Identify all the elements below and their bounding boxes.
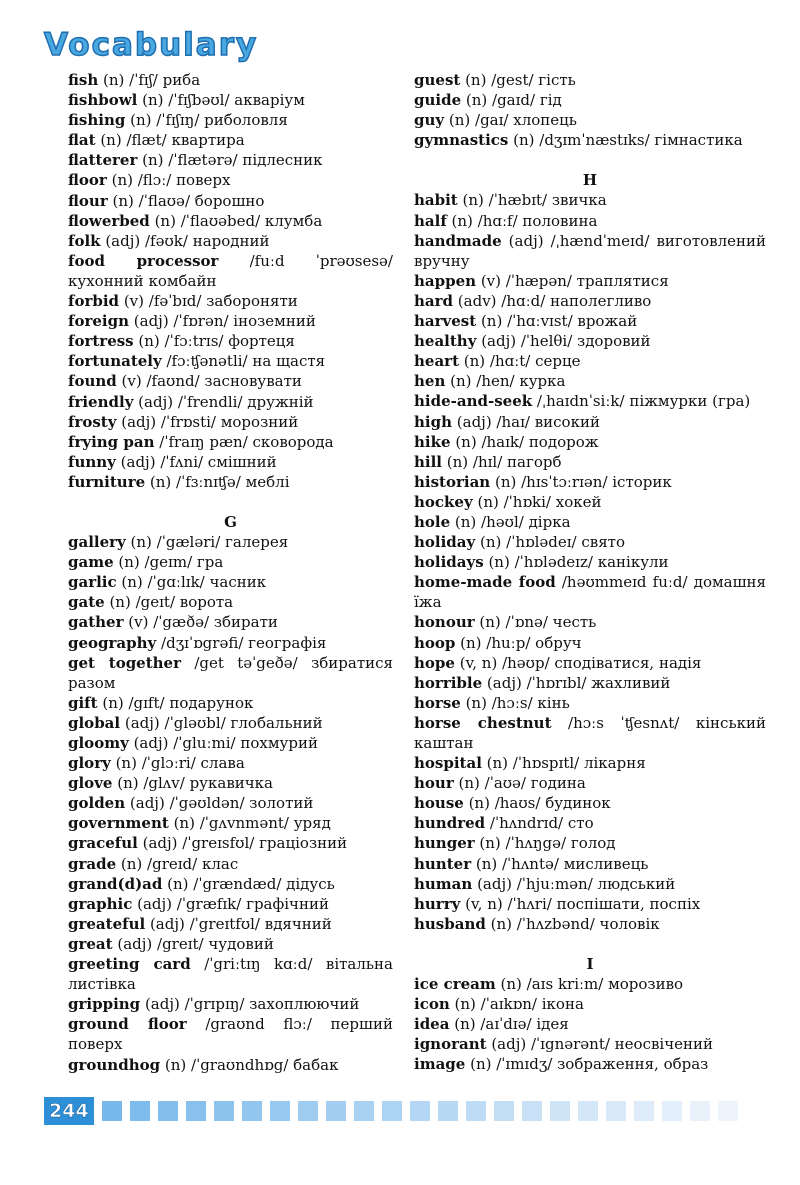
decorative-square <box>158 1101 178 1121</box>
entry-word: forbid <box>68 292 120 311</box>
entry-definition: (n) /ˈhʌŋgə/ голод <box>474 834 616 853</box>
vocabulary-entry <box>414 532 766 552</box>
entry-definition: (adj) /ˈgləʊbl/ глобальний <box>120 713 323 732</box>
decorative-square <box>298 1101 318 1121</box>
entry-definition: (n) /ˈfɜːnɪʧə/ меблі <box>145 472 290 491</box>
vocabulary-entry <box>68 592 393 612</box>
entry-word: grade <box>68 854 117 873</box>
entry-definition: (adv) /hɑːd/ наполегливо <box>453 291 652 310</box>
entry-word: hill <box>414 452 443 471</box>
vocabulary-entry <box>68 793 393 813</box>
entry-definition: /ˈfraɪŋ pæn/ сковорода <box>154 432 334 451</box>
entry-word: glory <box>68 754 111 773</box>
vocabulary-entry <box>68 392 393 412</box>
entry-definition: (n) /ˈflaʊəbed/ клумба <box>149 211 323 230</box>
vocabulary-entry <box>68 191 393 211</box>
vocabulary-entry <box>414 1034 766 1054</box>
entry-word: flour <box>68 191 108 210</box>
vocabulary-entry <box>68 432 393 452</box>
entry-word: game <box>68 553 114 572</box>
vocabulary-entry <box>414 1054 766 1074</box>
entry-definition: (adj) /ˌhændˈmeɪd/ виготовлений вручну <box>414 231 766 270</box>
entry-definition: /ˈhʌndrɪd/ сто <box>485 814 594 833</box>
entry-definition: (v) /fəˈbɪd/ забороняти <box>119 292 298 311</box>
vocabulary-column-right <box>414 70 766 1075</box>
vocabulary-entry <box>414 894 766 914</box>
entry-definition: (n) /ˈaʊə/ година <box>453 774 586 793</box>
decorative-square <box>522 1101 542 1121</box>
entry-definition: (n) /hen/ курка <box>445 372 566 391</box>
entry-word: hole <box>414 512 451 531</box>
entry-word: ignorant <box>414 1035 487 1054</box>
entry-definition: (n) /greɪd/ клас <box>116 854 239 873</box>
entry-word: foreign <box>68 312 129 331</box>
decorative-square <box>242 1101 262 1121</box>
decorative-square <box>494 1101 514 1121</box>
decorative-square <box>438 1101 458 1121</box>
entry-definition: (n) /ˈgɑːlɪk/ часник <box>116 573 267 592</box>
vocabulary-entry <box>414 914 766 934</box>
entry-definition: (adj) /ˈfʌni/ смішний <box>115 452 277 471</box>
entry-definition: /ˌhaɪdnˈsiːk/ піжмурки (гра) <box>532 392 751 411</box>
entry-word: garlic <box>68 573 117 592</box>
vocabulary-entry <box>414 231 766 271</box>
entry-word: ground floor <box>68 1015 187 1034</box>
entry-definition: (n) /glʌv/ рукавичка <box>112 774 273 793</box>
vocabulary-entry <box>414 311 766 331</box>
vocabulary-entry <box>68 90 393 110</box>
decorative-square <box>354 1101 374 1121</box>
decorative-square <box>326 1101 346 1121</box>
entry-word: guest <box>414 71 461 89</box>
entry-definition: (adj) /ˈgreɪsfʊl/ граціозний <box>137 834 348 853</box>
entry-word: food processor <box>68 251 219 270</box>
vocabulary-entry <box>68 833 393 853</box>
entry-word: healthy <box>414 332 477 351</box>
decorative-square <box>550 1101 570 1121</box>
entry-word: fortress <box>68 332 134 351</box>
entry-definition: (n) /ˈhʌntə/ мисливець <box>471 854 649 873</box>
entry-definition: (n) /gest/ гість <box>460 71 576 89</box>
entry-word: heart <box>414 352 459 371</box>
entry-definition: (adj) /haɪ/ високий <box>452 412 600 431</box>
entry-word: friendly <box>68 392 134 411</box>
entry-word: historian <box>414 472 491 491</box>
entry-word: graceful <box>68 834 138 853</box>
vocabulary-entry <box>414 833 766 853</box>
entry-word: honour <box>414 613 475 632</box>
entry-word: hunger <box>414 834 475 853</box>
vocabulary-entry <box>414 974 766 994</box>
vocabulary-entry <box>68 110 393 130</box>
entry-word: graphic <box>68 894 133 913</box>
entry-definition: /fɔːʧənətli/ на щастя <box>161 352 326 371</box>
entry-word: floor <box>68 171 107 190</box>
entry-word: home-made food <box>414 573 556 592</box>
page-number: 244 <box>44 1097 94 1125</box>
vocabulary-entry <box>68 894 393 914</box>
entry-definition: (n) /aɪˈdɪə/ ідея <box>449 1015 569 1034</box>
vocabulary-entry <box>68 532 393 552</box>
entry-definition: (n) /hɔːs/ кінь <box>460 693 570 712</box>
vocabulary-entry <box>414 412 766 432</box>
vocabulary-entry <box>414 130 766 150</box>
section-letter: G <box>224 512 237 531</box>
vocabulary-entry <box>68 653 393 693</box>
vocabulary-entry <box>414 813 766 833</box>
entry-word: found <box>68 372 117 391</box>
entry-word: government <box>68 814 169 833</box>
vocabulary-entry <box>68 934 393 954</box>
vocabulary-entry <box>68 331 393 351</box>
entry-word: gift <box>68 693 98 712</box>
entry-definition: (n) /ˈhɒlədeɪ/ свято <box>475 533 625 552</box>
entry-definition: (adj) /ˈɪgnərənt/ неосвічений <box>486 1035 714 1054</box>
entry-word: global <box>68 713 121 732</box>
entry-word: human <box>414 874 473 893</box>
vocabulary-entry <box>414 753 766 773</box>
entry-word: great <box>68 934 113 953</box>
entry-definition: /fuːd ˈprəʊsesə/ кухонний комбайн <box>68 251 393 290</box>
entry-word: hen <box>414 372 446 391</box>
entry-word: hockey <box>414 492 473 511</box>
entry-word: guy <box>414 111 445 130</box>
entry-definition: (n) /gaɪd/ гід <box>461 91 562 110</box>
entry-definition: (n) /ˈgæləri/ галерея <box>125 533 289 552</box>
vocabulary-entry <box>68 412 393 432</box>
vocabulary-entry <box>414 793 766 813</box>
vocabulary-entry <box>414 472 766 492</box>
entry-definition: (n) /ˈɪmɪdʒ/ зображення, образ <box>465 1055 709 1074</box>
entry-word: idea <box>414 1015 450 1034</box>
decorative-square <box>214 1101 234 1121</box>
decorative-square <box>186 1101 206 1121</box>
entry-word: fishing <box>68 111 126 130</box>
entry-definition: (n) /ˈfɪʃbəʊl/ акваріум <box>137 91 305 110</box>
entry-definition: (n) /ˈglɔːri/ слава <box>110 754 245 773</box>
entry-definition: (adj) /ˈhɒrɪbl/ жахливий <box>482 673 671 692</box>
entry-word: habit <box>414 191 458 210</box>
entry-definition: (n) /ˈaɪkɒn/ ікона <box>449 995 584 1014</box>
entry-definition: (n) /ˈhʌzbənd/ чоловік <box>485 914 660 933</box>
entry-definition: (adj) /greɪt/ чудовий <box>112 934 274 953</box>
entry-definition: (adj) /ˈgrɪpɪŋ/ захоплюючий <box>140 995 360 1014</box>
vocabulary-entry <box>414 492 766 512</box>
entry-definition: /dʒɪˈɒgrəfi/ географія <box>156 633 327 652</box>
decorative-square <box>578 1101 598 1121</box>
vocabulary-entry <box>68 954 393 994</box>
vocabulary-entry <box>414 271 766 291</box>
entry-word: greateful <box>68 914 146 933</box>
entry-definition: (n) /ˈflaʊə/ борошно <box>107 191 265 210</box>
vocabulary-entry <box>68 452 393 472</box>
vocabulary-entry <box>414 874 766 894</box>
entry-definition: (n) /ˈhɒspɪtl/ лікарня <box>481 754 646 773</box>
entry-word: gather <box>68 613 124 632</box>
decorative-square <box>690 1101 710 1121</box>
vocabulary-entry <box>68 874 393 894</box>
entry-word: gloomy <box>68 734 129 752</box>
vocabulary-entry <box>68 733 393 753</box>
entry-word: fishbowl <box>68 91 138 110</box>
entry-word: flat <box>68 131 96 150</box>
page-footer <box>44 1096 738 1126</box>
vocabulary-entry <box>414 371 766 391</box>
vocabulary-entry <box>68 552 393 572</box>
vocabulary-entry <box>414 432 766 452</box>
entry-word: hike <box>414 432 451 451</box>
entry-definition: (v, n) /həʊp/ сподіватися, надія <box>454 653 702 672</box>
entry-definition: (n) /flɔː/ поверх <box>106 171 231 190</box>
entry-definition: /graʊnd flɔː/ перший поверх <box>68 1015 393 1054</box>
vocabulary-entry <box>68 251 393 291</box>
vocabulary-entry <box>414 713 766 753</box>
entry-definition: (adj) /ˈgræfɪk/ графічний <box>132 894 329 913</box>
vocabulary-entry <box>68 854 393 874</box>
entry-word: gymnastics <box>414 131 509 150</box>
entry-word: fish <box>68 71 99 89</box>
entry-definition: (n) /ˈgʌvnmənt/ уряд <box>168 814 331 833</box>
entry-word: hard <box>414 291 454 310</box>
vocabulary-entry <box>68 813 393 833</box>
vocabulary-entry <box>414 391 766 411</box>
vocabulary-entry <box>414 773 766 793</box>
entry-definition: (n) /hɪl/ пагорб <box>442 452 562 471</box>
entry-definition: /get təˈgeðə/ збиратися разом <box>68 653 393 692</box>
entry-definition: (n) /haʊs/ будинок <box>463 794 611 813</box>
vocabulary-entry <box>414 994 766 1014</box>
entry-definition: (adj) /ˈhjuːmən/ людський <box>472 874 676 893</box>
entry-word: geography <box>68 633 157 652</box>
entry-word: hide-and-seek <box>414 392 533 411</box>
entry-word: hundred <box>414 814 486 833</box>
decorative-square <box>606 1101 626 1121</box>
entry-word: guide <box>414 91 462 110</box>
entry-definition: (n) /ˈfɪʃ/ риба <box>98 71 201 89</box>
vocabulary-entry <box>414 612 766 632</box>
entry-word: gripping <box>68 995 141 1014</box>
decorative-squares <box>102 1101 738 1121</box>
entry-definition: (adj) /ˈfrɒsti/ морозний <box>116 412 299 431</box>
decorative-square <box>634 1101 654 1121</box>
entry-definition: (n) /huːp/ обруч <box>455 633 582 652</box>
entry-word: folk <box>68 231 101 250</box>
entry-word: hospital <box>414 754 482 773</box>
vocabulary-entry <box>68 291 393 311</box>
vocabulary-entry <box>68 753 393 773</box>
vocabulary-entry <box>414 673 766 693</box>
vocabulary-column-left <box>68 70 393 1075</box>
entry-definition: (n) /ˈhɑːvɪst/ врожай <box>476 312 638 331</box>
entry-word: groundhog <box>68 1055 161 1074</box>
vocabulary-entry <box>414 693 766 713</box>
entry-word: high <box>414 412 452 431</box>
entry-word: get together <box>68 653 182 672</box>
entry-definition: (n) /hɑːt/ серце <box>459 352 581 371</box>
vocabulary-entry <box>414 190 766 210</box>
entry-definition: (n) /ˈflætərə/ підлесник <box>137 151 323 170</box>
entry-word: fortunately <box>68 352 162 371</box>
decorative-square <box>662 1101 682 1121</box>
vocabulary-entry <box>414 70 766 90</box>
vocabulary-entry <box>414 351 766 371</box>
entry-definition: (n) /flæt/ квартира <box>95 131 245 150</box>
entry-definition: (n) /ˈgraʊndhɒg/ бабак <box>160 1055 339 1074</box>
vocabulary-entry <box>68 572 393 592</box>
vocabulary-entry <box>68 371 393 391</box>
entry-definition: (v) /faʊnd/ засновувати <box>116 372 302 391</box>
entry-definition: (adj) /ˈhelθi/ здоровий <box>476 332 651 351</box>
entry-word: glove <box>68 774 113 793</box>
entry-definition: (n) /aɪs kriːm/ морозиво <box>495 975 684 994</box>
entry-word: greeting card <box>68 955 191 974</box>
entry-word: hunter <box>414 854 472 873</box>
entry-word: happen <box>414 271 477 290</box>
entry-definition: (adj) /ˈgreɪtfʊl/ вдячний <box>145 914 332 933</box>
entry-word: horse chestnut <box>414 713 552 732</box>
entry-word: husband <box>414 914 486 933</box>
vocabulary-entry <box>414 512 766 532</box>
entry-definition: (v) /ˈgæðə/ збирати <box>123 613 278 632</box>
vocabulary-entry <box>68 773 393 793</box>
entry-definition: (v) /ˈhæpən/ траплятися <box>476 271 669 290</box>
entry-word: gallery <box>68 533 126 552</box>
decorative-square <box>102 1101 122 1121</box>
vocabulary-entry <box>68 70 393 90</box>
vocabulary-entry <box>68 612 393 632</box>
vocabulary-entry <box>68 211 393 231</box>
entry-word: gate <box>68 593 105 612</box>
entry-definition: /ˈgriːtɪŋ kɑːd/ вітальна листівка <box>68 955 393 994</box>
entry-definition: (n) /hɑːf/ половина <box>446 211 598 230</box>
vocabulary-entry <box>68 170 393 190</box>
entry-word: hoop <box>414 633 456 652</box>
entry-word: flatterer <box>68 151 138 170</box>
entry-word: hour <box>414 774 454 793</box>
entry-definition: (adj) /ˈfɒrən/ іноземний <box>129 312 316 331</box>
vocabulary-entry <box>68 914 393 934</box>
vocabulary-entry <box>68 351 393 371</box>
entry-definition: (adj) /ˈgəʊldən/ золотий <box>125 794 314 813</box>
entry-definition: (n) /gaɪ/ хлопець <box>444 111 577 130</box>
vocabulary-entry <box>68 693 393 713</box>
entry-definition: (n) /ˈhɒlədeɪz/ канікули <box>483 553 669 572</box>
vocabulary-entry <box>414 90 766 110</box>
entry-word: funny <box>68 452 116 471</box>
entry-word: harvest <box>414 312 477 331</box>
entry-definition: (n) /dʒɪmˈnæstɪks/ гімнастика <box>508 131 743 150</box>
entry-definition: (n) /ˈfɔːtrɪs/ фортеця <box>133 332 295 351</box>
entry-word: hope <box>414 653 455 672</box>
vocabulary-entry <box>68 713 393 733</box>
page-title: Vocabulary <box>44 27 259 63</box>
vocabulary-entry <box>68 130 393 150</box>
entry-definition: (n) /ˈfɪʃɪŋ/ риболовля <box>125 111 288 130</box>
section-letter: H <box>582 171 598 190</box>
entry-definition: /hɔːs ˈʧesnʌt/ кінський каштан <box>414 713 766 752</box>
vocabulary-entry <box>68 1014 393 1054</box>
entry-word: house <box>414 794 464 813</box>
vocabulary-entry <box>68 994 393 1014</box>
entry-word: golden <box>68 794 126 813</box>
vocabulary-entry <box>414 552 766 572</box>
vocabulary-entry <box>414 110 766 130</box>
decorative-square <box>718 1101 738 1121</box>
decorative-square <box>410 1101 430 1121</box>
entry-definition: (n) /ˈɒnə/ честь <box>474 613 597 632</box>
entry-word: holiday <box>414 533 476 552</box>
vocabulary-entry <box>414 653 766 673</box>
entry-word: frosty <box>68 412 117 431</box>
vocabulary-entry <box>68 311 393 331</box>
entry-definition: /həʊmmeɪd fuːd/ домашня їжа <box>414 573 766 612</box>
entry-word: grand(d)ad <box>68 874 163 893</box>
entry-definition: (n) /ˈgrændæd/ дідусь <box>162 874 335 893</box>
entry-definition: (v, n) /ˈhʌri/ поспішати, поспіх <box>460 894 701 913</box>
entry-word: ice cream <box>414 975 496 994</box>
vocabulary-entry <box>414 1014 766 1034</box>
entry-definition: (n) /hɪsˈtɔːrɪən/ історик <box>490 472 672 491</box>
vocabulary-entry <box>414 452 766 472</box>
entry-definition: (n) /geɪm/ гра <box>113 553 224 572</box>
entry-word: hurry <box>414 894 461 913</box>
decorative-square <box>270 1101 290 1121</box>
vocabulary-entry <box>414 854 766 874</box>
vocabulary-entry <box>414 291 766 311</box>
vocabulary-entry <box>414 572 766 612</box>
entry-definition: (adj) /ˈfrendli/ дружній <box>133 392 314 411</box>
entry-definition: (n) /həʊl/ дірка <box>450 512 571 531</box>
entry-word: furniture <box>68 472 146 491</box>
vocabulary-entry <box>414 633 766 653</box>
entry-word: flowerbed <box>68 211 150 230</box>
vocabulary-entry <box>414 331 766 351</box>
entry-word: icon <box>414 995 450 1014</box>
vocabulary-entry <box>68 231 393 251</box>
entry-definition: (n) /ˈhæbɪt/ звичка <box>457 191 607 210</box>
section-letter: I <box>586 954 594 973</box>
vocabulary-entry <box>68 472 393 492</box>
entry-definition: (n) /geɪt/ ворота <box>104 593 234 612</box>
entry-word: horse <box>414 693 461 712</box>
entry-definition: (n) /haɪk/ подорож <box>450 432 599 451</box>
entry-word: image <box>414 1055 466 1074</box>
entry-definition: (adj) /ˈgluːmi/ похмурий <box>128 734 318 752</box>
vocabulary-entry <box>68 1055 393 1075</box>
entry-word: half <box>414 211 447 230</box>
decorative-square <box>382 1101 402 1121</box>
entry-definition: (n) /ˈhɒki/ хокей <box>472 492 602 511</box>
vocabulary-entry <box>68 150 393 170</box>
vocabulary-entry <box>68 633 393 653</box>
decorative-square <box>130 1101 150 1121</box>
entry-definition: (n) /gɪft/ подарунок <box>97 693 254 712</box>
entry-word: handmade <box>414 231 502 250</box>
entry-word: frying pan <box>68 432 155 451</box>
decorative-square <box>466 1101 486 1121</box>
entry-definition: (adj) /fəʊk/ народний <box>100 231 270 250</box>
entry-word: holidays <box>414 553 484 572</box>
vocabulary-entry <box>414 211 766 231</box>
entry-word: horrible <box>414 673 483 692</box>
